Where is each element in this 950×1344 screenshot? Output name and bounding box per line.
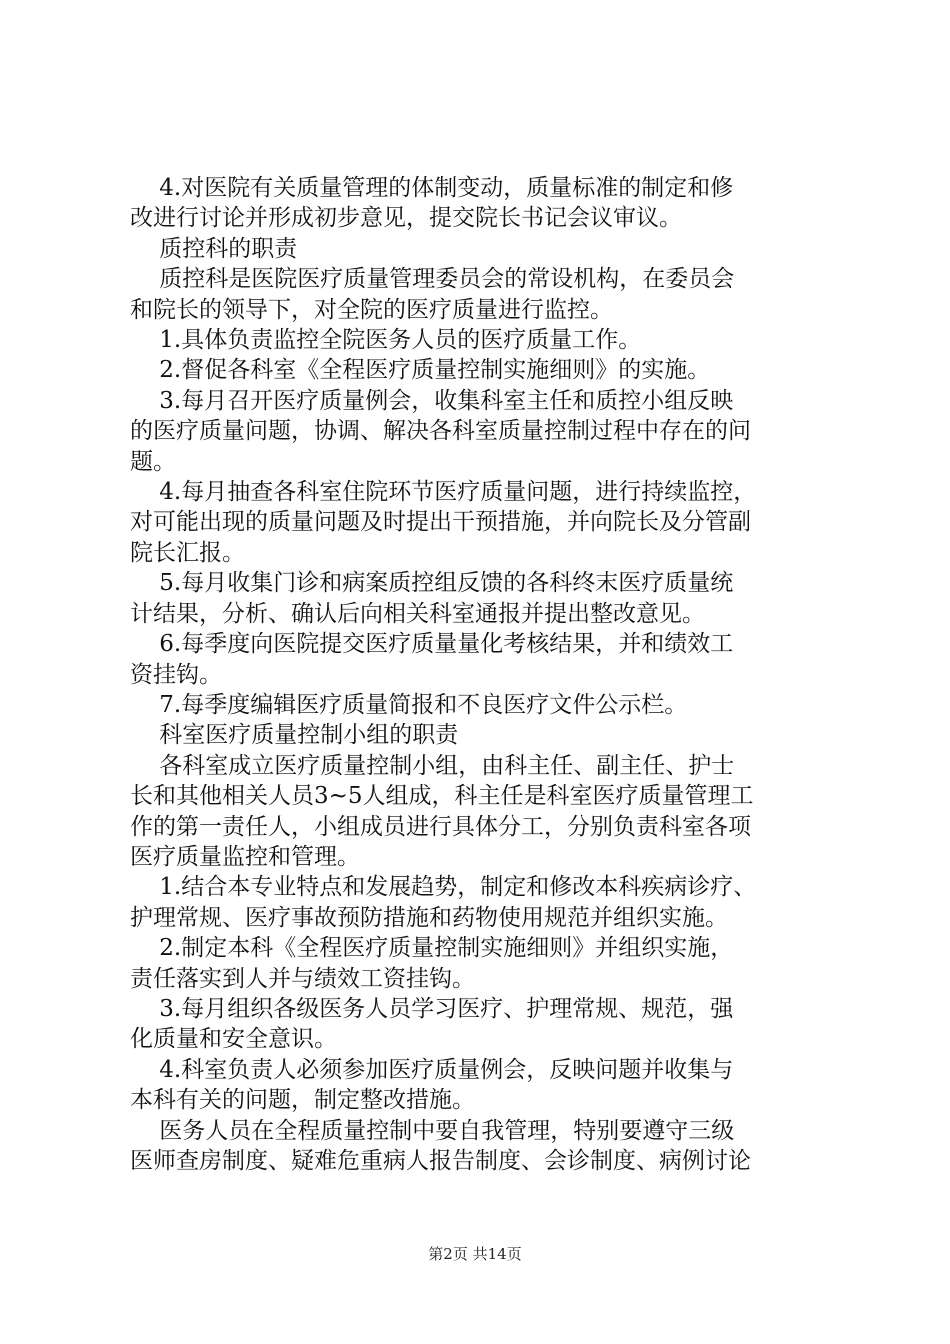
text-line: 各科室成立医疗质量控制小组，由科主任、副主任、护士 [130,752,735,779]
text-line: 3.每月召开医疗质量例会，收集科室主任和质控小组反映 [130,387,734,414]
text-line: 长和其他相关人员3~5人组成，科主任是科室医疗质量管理工 [130,783,754,810]
page-number-footer: 第2页 共14页 [428,1245,522,1263]
text-line: 4.科室负责人必须参加医疗质量例会，反映问题并收集与 [130,1056,734,1083]
text-line: 4.每月抽查各科室住院环节医疗质量问题，进行持续监控， [130,479,757,506]
text-line: 护理常规、医疗事故预防措施和药物使用规范并组织实施。 [130,904,728,931]
text-line: 6.每季度向医院提交医疗质量量化考核结果，并和绩效工 [130,631,734,658]
text-line: 2.制定本科《全程医疗质量控制实施细则》并组织实施， [130,935,734,962]
text-line: 1.结合本专业特点和发展趋势，制定和修改本科疾病诊疗、 [130,874,757,901]
text-line: 医务人员在全程质量控制中要自我管理，特别要遵守三级 [130,1117,735,1144]
text-line: 和院长的领导下，对全院的医疗质量进行监控。 [130,296,613,323]
text-line: 的医疗质量问题，协调、解决各科室质量控制过程中存在的问 [130,418,751,445]
section-heading: 科室医疗质量控制小组的职责 [130,722,459,749]
text-line: 2.督促各科室《全程医疗质量控制实施细则》的实施。 [130,357,711,384]
text-line: 4.对医院有关质量管理的体制变动，质量标准的制定和修 [130,175,734,201]
text-line: 医疗质量监控和管理。 [130,843,360,870]
text-line: 作的第一责任人，小组成员进行具体分工，分别负责科室各项 [130,813,751,840]
text-line: 题。 [130,448,176,475]
text-line: 3.每月组织各级医务人员学习医疗、护理常规、规范，强 [130,995,734,1022]
text-line: 计结果，分析、确认后向相关科室通报并提出整改意见。 [130,600,705,627]
text-line: 化质量和安全意识。 [130,1026,337,1053]
document-body [130,173,830,1176]
text-line: 院长汇报。 [130,539,245,566]
text-line: 对可能出现的质量问题及时提出干预措施，并向院长及分管副 [130,509,751,536]
text-line: 本科有关的问题，制定整改措施。 [130,1087,475,1114]
text-line: 1.具体负责监控全院医务人员的医疗质量工作。 [130,327,642,354]
text-line: 资挂钩。 [130,661,222,688]
text-line: 医师查房制度、疑难危重病人报告制度、会诊制度、病例讨论 [130,1148,751,1174]
text-line: 责任落实到人并与绩效工资挂钩。 [130,965,475,992]
text-line: 改进行讨论并形成初步意见，提交院长书记会议审议。 [130,205,682,232]
section-heading: 质控科的职责 [130,235,298,262]
text-line: 7.每季度编辑医疗质量简报和不良医疗文件公示栏。 [130,691,688,718]
text-line: 5.每月收集门诊和病案质控组反馈的各科终末医疗质量统 [130,570,734,597]
text-line: 质控科是医院医疗质量管理委员会的常设机构，在委员会 [130,266,735,293]
